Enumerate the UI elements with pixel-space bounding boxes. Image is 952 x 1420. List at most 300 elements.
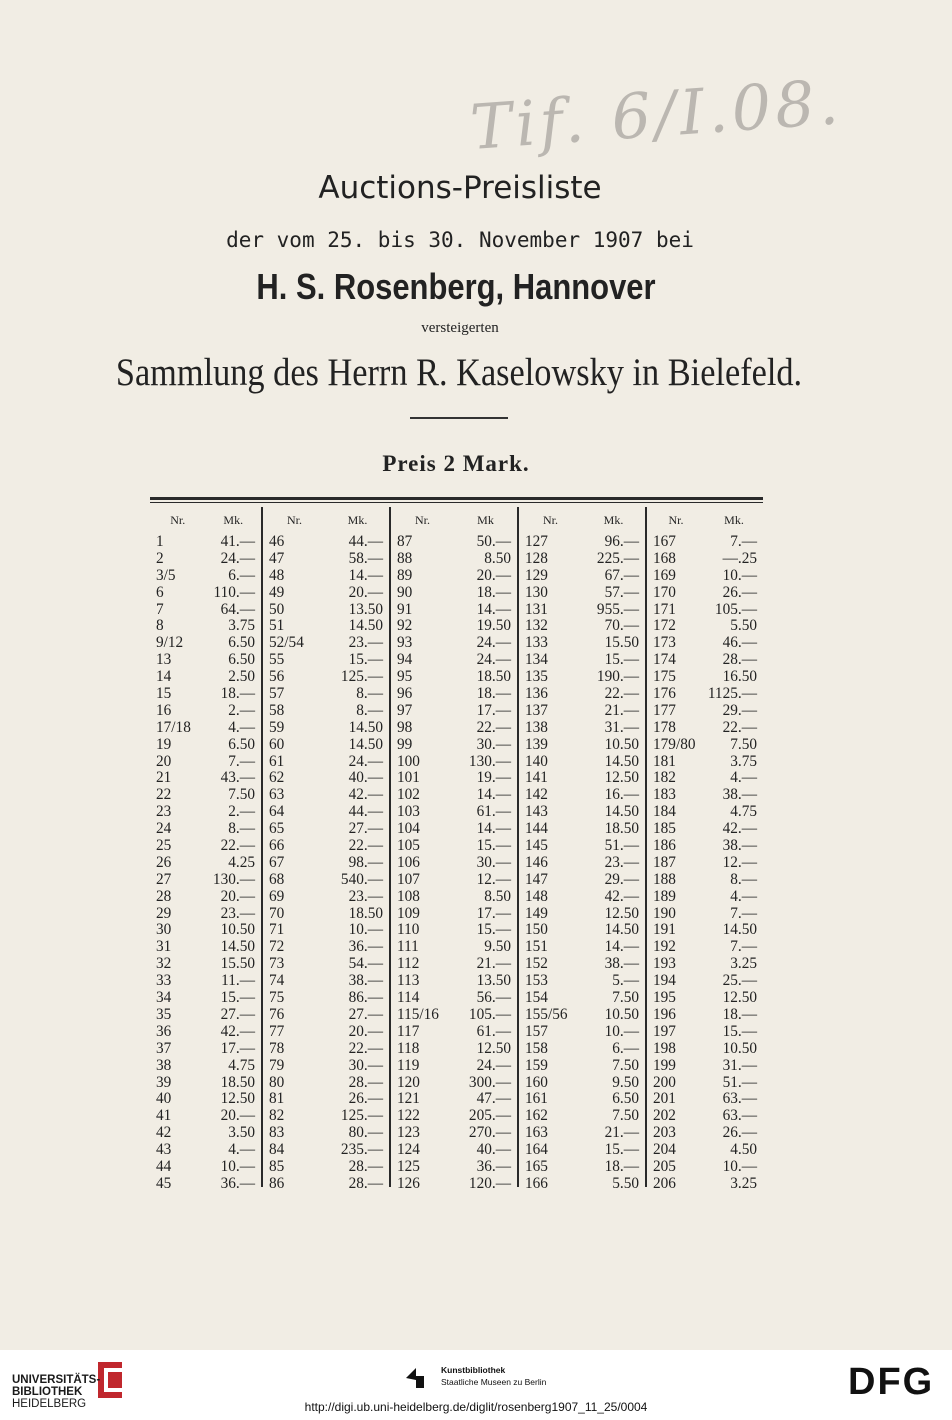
lot-number: 40 xyxy=(156,1090,172,1108)
lot-number: 62 xyxy=(269,769,285,787)
lot-price: 40.— xyxy=(476,1141,511,1159)
table-row xyxy=(647,1075,763,1092)
lot-number: 132 xyxy=(525,617,548,635)
table-row xyxy=(263,669,389,686)
price-column xyxy=(647,507,763,1192)
lot-price: 51.— xyxy=(722,1073,757,1091)
table-row xyxy=(391,1024,517,1041)
table-row xyxy=(519,1041,645,1058)
lot-price: 27.— xyxy=(348,1005,383,1023)
lot-number: 206 xyxy=(653,1174,676,1192)
lot-number: 56 xyxy=(269,668,285,686)
lot-number: 111 xyxy=(397,938,419,956)
lot-number: 146 xyxy=(525,853,548,871)
table-row xyxy=(391,956,517,973)
table-row xyxy=(519,973,645,990)
table-row xyxy=(391,906,517,923)
lot-price: 15.— xyxy=(220,989,255,1007)
lot-price: 540.— xyxy=(340,870,383,888)
table-row xyxy=(519,720,645,737)
lot-number: 49 xyxy=(269,583,285,601)
lot-number: 67 xyxy=(269,853,285,871)
lot-number: 161 xyxy=(525,1090,548,1108)
lot-number: 195 xyxy=(653,989,676,1007)
lot-price: 3.75 xyxy=(730,752,757,770)
lot-price: 18.50 xyxy=(604,820,639,838)
table-row xyxy=(263,618,389,635)
lot-number: 71 xyxy=(269,921,285,939)
table-row xyxy=(150,720,261,737)
table-row xyxy=(519,770,645,787)
lot-number: 113 xyxy=(397,972,420,990)
lot-price: 235.— xyxy=(340,1141,383,1159)
lot-price: 18.— xyxy=(220,685,255,703)
lot-number: 82 xyxy=(269,1107,285,1125)
lot-price: 22.— xyxy=(722,718,757,736)
uni-line-1: UNIVERSITÄTS- xyxy=(12,1374,101,1386)
lot-number: 117 xyxy=(397,1022,420,1040)
table-row xyxy=(150,618,261,635)
lot-price: 15.50 xyxy=(604,634,639,652)
lot-number: 167 xyxy=(653,533,676,550)
lot-number: 193 xyxy=(653,955,676,973)
table-row xyxy=(263,737,389,754)
nr-header: Nr. xyxy=(415,513,430,527)
lot-number: 125 xyxy=(397,1157,420,1175)
lot-price: 10.50 xyxy=(722,1039,757,1057)
table-row xyxy=(150,956,261,973)
table-row xyxy=(391,838,517,855)
lot-number: 165 xyxy=(525,1157,548,1175)
lot-number: 33 xyxy=(156,972,172,990)
table-row xyxy=(150,922,261,939)
table-row xyxy=(150,669,261,686)
table-row xyxy=(263,652,389,669)
table-row xyxy=(647,618,763,635)
table-row xyxy=(263,534,389,551)
table-row xyxy=(263,1091,389,1108)
lot-number: 97 xyxy=(397,701,413,719)
table-row xyxy=(519,855,645,872)
lot-price: 13.50 xyxy=(348,600,383,618)
table-row xyxy=(391,652,517,669)
lot-price: 10.— xyxy=(722,566,757,584)
lot-number: 112 xyxy=(397,955,420,973)
lot-price: 64.— xyxy=(220,600,255,618)
lot-price: 18.— xyxy=(722,1005,757,1023)
table-row xyxy=(150,1176,261,1193)
table-row xyxy=(150,1142,261,1159)
table-row xyxy=(391,855,517,872)
lot-number: 78 xyxy=(269,1039,285,1057)
table-row xyxy=(150,990,261,1007)
table-row xyxy=(519,551,645,568)
lot-number: 51 xyxy=(269,617,285,635)
lot-price: 15.— xyxy=(476,837,511,855)
table-row xyxy=(263,872,389,889)
lot-price: 21.— xyxy=(604,701,639,719)
lot-number: 36 xyxy=(156,1022,172,1040)
lot-number: 22 xyxy=(156,786,172,804)
lot-price: 30.— xyxy=(348,1056,383,1074)
table-row xyxy=(150,1125,261,1142)
lot-number: 15 xyxy=(156,685,172,703)
lot-price: 28.— xyxy=(348,1174,383,1192)
lot-price: 12.50 xyxy=(476,1039,511,1057)
lot-price: 26.— xyxy=(722,583,757,601)
lot-price: 13.50 xyxy=(476,972,511,990)
table-row xyxy=(263,770,389,787)
lot-number: 202 xyxy=(653,1107,676,1125)
price-column xyxy=(519,507,647,1192)
lot-number: 190 xyxy=(653,904,676,922)
table-row xyxy=(391,1125,517,1142)
lot-number: 160 xyxy=(525,1073,548,1091)
lot-price: 24.— xyxy=(476,1056,511,1074)
lot-number: 88 xyxy=(397,549,413,567)
lot-price: 17.— xyxy=(476,701,511,719)
lot-price: 8.50 xyxy=(484,549,511,567)
lot-price: 54.— xyxy=(348,955,383,973)
table-row xyxy=(391,787,517,804)
table-row xyxy=(391,669,517,686)
lot-price: 2.— xyxy=(228,803,255,821)
table-row xyxy=(150,1108,261,1125)
lot-number: 27 xyxy=(156,870,172,888)
lot-price: 125.— xyxy=(340,668,383,686)
lot-price: 24.— xyxy=(220,549,255,567)
lot-number: 153 xyxy=(525,972,548,990)
lot-number: 192 xyxy=(653,938,676,956)
lot-number: 158 xyxy=(525,1039,548,1057)
lot-price: 270.— xyxy=(468,1124,511,1142)
lot-price: 44.— xyxy=(348,533,383,550)
lot-number: 83 xyxy=(269,1124,285,1142)
lot-price: 14.50 xyxy=(348,735,383,753)
lot-price: 86.— xyxy=(348,989,383,1007)
table-row xyxy=(647,787,763,804)
lot-number: 89 xyxy=(397,566,413,584)
table-row xyxy=(263,585,389,602)
table-row xyxy=(150,703,261,720)
table-row xyxy=(647,855,763,872)
lot-number: 147 xyxy=(525,870,548,888)
lot-price: 14.— xyxy=(476,600,511,618)
table-row xyxy=(263,1108,389,1125)
lot-number: 164 xyxy=(525,1141,548,1159)
lot-price: 57.— xyxy=(604,583,639,601)
lot-price: 205.— xyxy=(468,1107,511,1125)
lot-price: 22.— xyxy=(348,837,383,855)
nr-header: Nr. xyxy=(287,513,302,527)
lot-number: 86 xyxy=(269,1174,285,1192)
table-row xyxy=(519,956,645,973)
uni-line-3: HEIDELBERG xyxy=(12,1398,87,1410)
lot-number: 59 xyxy=(269,718,285,736)
table-row xyxy=(519,635,645,652)
table-row xyxy=(647,652,763,669)
lot-number: 128 xyxy=(525,549,548,567)
table-row xyxy=(150,568,261,585)
lot-price: 44.— xyxy=(348,803,383,821)
table-row xyxy=(391,922,517,939)
lot-number: 91 xyxy=(397,600,413,618)
lot-number: 45 xyxy=(156,1174,172,1192)
lot-price: 14.50 xyxy=(722,921,757,939)
table-row xyxy=(519,939,645,956)
lot-number: 92 xyxy=(397,617,413,635)
lot-number: 175 xyxy=(653,668,676,686)
lot-price: 17.— xyxy=(476,904,511,922)
lot-number: 2 xyxy=(156,549,164,567)
table-row xyxy=(263,939,389,956)
table-row xyxy=(263,1007,389,1024)
lot-number: 184 xyxy=(653,803,676,821)
table-row xyxy=(263,855,389,872)
lot-number: 38 xyxy=(156,1056,172,1074)
lot-price: 300.— xyxy=(468,1073,511,1091)
lot-price: 10.50 xyxy=(604,735,639,753)
lot-price: 16.— xyxy=(604,786,639,804)
lot-number: 63 xyxy=(269,786,285,804)
lot-price: 14.50 xyxy=(220,938,255,956)
lot-number: 101 xyxy=(397,769,420,787)
lot-number: 131 xyxy=(525,600,548,618)
lot-number: 66 xyxy=(269,837,285,855)
lot-price: 61.— xyxy=(476,1022,511,1040)
lot-number: 77 xyxy=(269,1022,285,1040)
table-row xyxy=(150,787,261,804)
lot-price: 14.— xyxy=(348,566,383,584)
table-row xyxy=(263,1159,389,1176)
lot-number: 24 xyxy=(156,820,172,838)
lot-price: 42.— xyxy=(604,887,639,905)
lot-price: 7.50 xyxy=(730,735,757,753)
table-row xyxy=(150,1075,261,1092)
table-row xyxy=(391,1176,517,1193)
lot-number: 191 xyxy=(653,921,676,939)
table-row xyxy=(391,635,517,652)
table-row xyxy=(647,872,763,889)
lot-number: 133 xyxy=(525,634,548,652)
lot-number: 119 xyxy=(397,1056,420,1074)
table-row xyxy=(647,534,763,551)
table-row xyxy=(519,568,645,585)
lot-price: 7.50 xyxy=(612,1056,639,1074)
table-row xyxy=(647,720,763,737)
table-row xyxy=(519,652,645,669)
table-row xyxy=(263,787,389,804)
lot-number: 84 xyxy=(269,1141,285,1159)
lot-price: 41.— xyxy=(220,533,255,550)
lot-number: 168 xyxy=(653,549,676,567)
lot-number: 134 xyxy=(525,651,548,669)
table-row xyxy=(263,720,389,737)
column-header xyxy=(519,507,645,534)
nr-header: Nr. xyxy=(170,513,186,527)
lot-price: 22.— xyxy=(348,1039,383,1057)
lot-price: 42.— xyxy=(220,1022,255,1040)
lot-price: 6.50 xyxy=(228,651,255,669)
nr-header: Nr. xyxy=(543,513,558,527)
lot-price: 14.— xyxy=(476,820,511,838)
lot-number: 182 xyxy=(653,769,676,787)
lot-number: 109 xyxy=(397,904,420,922)
lot-price: 96.— xyxy=(604,533,639,550)
lot-number: 42 xyxy=(156,1124,172,1142)
lot-price: 22.— xyxy=(476,718,511,736)
table-row xyxy=(391,585,517,602)
lot-price: 14.50 xyxy=(604,921,639,939)
lot-price: 7.50 xyxy=(228,786,255,804)
lot-number: 76 xyxy=(269,1005,285,1023)
lot-number: 13 xyxy=(156,651,172,669)
lot-number: 55 xyxy=(269,651,285,669)
lot-number: 114 xyxy=(397,989,420,1007)
uni-line-2: BIBLIOTHEK xyxy=(12,1386,83,1398)
table-row xyxy=(263,602,389,619)
lot-number: 41 xyxy=(156,1107,172,1125)
table-row xyxy=(150,635,261,652)
lot-number: 129 xyxy=(525,566,548,584)
lot-number: 154 xyxy=(525,989,548,1007)
lot-number: 137 xyxy=(525,701,548,719)
lot-price: 6.50 xyxy=(228,634,255,652)
table-row xyxy=(391,770,517,787)
table-row xyxy=(647,1176,763,1193)
source-url[interactable]: http://digi.ub.uni-heidelberg.de/diglit/rosenberg1907_11_25/0004 xyxy=(304,1400,648,1414)
lot-price: 12.50 xyxy=(722,989,757,1007)
lot-price: 28.— xyxy=(348,1073,383,1091)
lot-price: 3.50 xyxy=(228,1124,255,1142)
lot-price: 7.— xyxy=(228,752,255,770)
lot-price: 4.75 xyxy=(228,1056,255,1074)
lot-price: 130.— xyxy=(468,752,511,770)
lot-number: 187 xyxy=(653,853,676,871)
table-row xyxy=(519,1007,645,1024)
lot-number: 30 xyxy=(156,921,172,939)
lot-number: 183 xyxy=(653,786,676,804)
table-row xyxy=(391,686,517,703)
lot-price: 26.— xyxy=(348,1090,383,1108)
lot-number: 58 xyxy=(269,701,285,719)
table-row xyxy=(647,922,763,939)
lot-number: 75 xyxy=(269,989,285,1007)
lot-price: 190.— xyxy=(596,668,639,686)
kunstbibliothek-name xyxy=(441,1364,546,1388)
table-row xyxy=(150,1058,261,1075)
lot-price: 43.— xyxy=(220,769,255,787)
lot-price: 20.— xyxy=(476,566,511,584)
lot-price: 7.— xyxy=(730,904,757,922)
table-row xyxy=(647,889,763,906)
table-row xyxy=(150,1024,261,1041)
lot-number: 104 xyxy=(397,820,420,838)
table-row xyxy=(263,990,389,1007)
table-row xyxy=(391,804,517,821)
lot-price: 21.— xyxy=(604,1124,639,1142)
table-row xyxy=(519,1091,645,1108)
table-row xyxy=(647,602,763,619)
lot-price: 38.— xyxy=(604,955,639,973)
table-row xyxy=(391,939,517,956)
table-row xyxy=(647,585,763,602)
lot-number: 46 xyxy=(269,533,285,550)
table-row xyxy=(519,669,645,686)
lot-price: 29.— xyxy=(722,701,757,719)
lot-price: 4.— xyxy=(228,1141,255,1159)
lot-number: 93 xyxy=(397,634,413,652)
lot-price: 18.— xyxy=(476,583,511,601)
lot-number: 61 xyxy=(269,752,285,770)
lot-price: 14.50 xyxy=(604,803,639,821)
table-row xyxy=(263,1176,389,1193)
table-row xyxy=(391,872,517,889)
lot-price: 8.— xyxy=(228,820,255,838)
lot-price: 3.25 xyxy=(730,955,757,973)
lot-number: 197 xyxy=(653,1022,676,1040)
table-row xyxy=(647,990,763,1007)
table-row xyxy=(647,686,763,703)
lot-number: 23 xyxy=(156,803,172,821)
lot-number: 135 xyxy=(525,668,548,686)
lot-price: 6.— xyxy=(612,1039,639,1057)
lot-price: 4.— xyxy=(730,769,757,787)
table-row xyxy=(391,534,517,551)
lot-number: 205 xyxy=(653,1157,676,1175)
lot-number: 52/54 xyxy=(269,634,304,652)
lot-number: 102 xyxy=(397,786,420,804)
lot-price: 20.— xyxy=(220,887,255,905)
lot-number: 68 xyxy=(269,870,285,888)
mk-header: Mk xyxy=(477,513,494,527)
table-row xyxy=(519,618,645,635)
lot-price: 7.— xyxy=(730,533,757,550)
table-row xyxy=(391,618,517,635)
lot-price: 7.50 xyxy=(612,989,639,1007)
table-row xyxy=(391,720,517,737)
lot-number: 8 xyxy=(156,617,164,635)
lot-price: 46.— xyxy=(722,634,757,652)
table-row xyxy=(647,1007,763,1024)
table-row xyxy=(519,585,645,602)
table-row xyxy=(647,770,763,787)
table-row xyxy=(263,1041,389,1058)
table-row xyxy=(391,737,517,754)
lot-price: 120.— xyxy=(468,1174,511,1192)
lot-price: 42.— xyxy=(722,820,757,838)
table-row xyxy=(150,855,261,872)
lot-price: 4.75 xyxy=(730,803,757,821)
lot-number: 44 xyxy=(156,1157,172,1175)
lot-number: 120 xyxy=(397,1073,420,1091)
table-row xyxy=(519,922,645,939)
lot-price: 24.— xyxy=(476,634,511,652)
table-row xyxy=(647,1058,763,1075)
table-row xyxy=(647,551,763,568)
lot-price: 63.— xyxy=(722,1090,757,1108)
lot-price: 10.— xyxy=(220,1157,255,1175)
lot-price: 4.50 xyxy=(730,1141,757,1159)
table-row xyxy=(519,1125,645,1142)
table-row xyxy=(391,990,517,1007)
dates-line: der vom 25. bis 30. November 1907 bei xyxy=(226,228,694,252)
lot-number: 141 xyxy=(525,769,548,787)
lot-number: 87 xyxy=(397,533,413,550)
mk-header: Mk. xyxy=(724,513,744,527)
lot-price: 105.— xyxy=(468,1005,511,1023)
table-row xyxy=(263,703,389,720)
